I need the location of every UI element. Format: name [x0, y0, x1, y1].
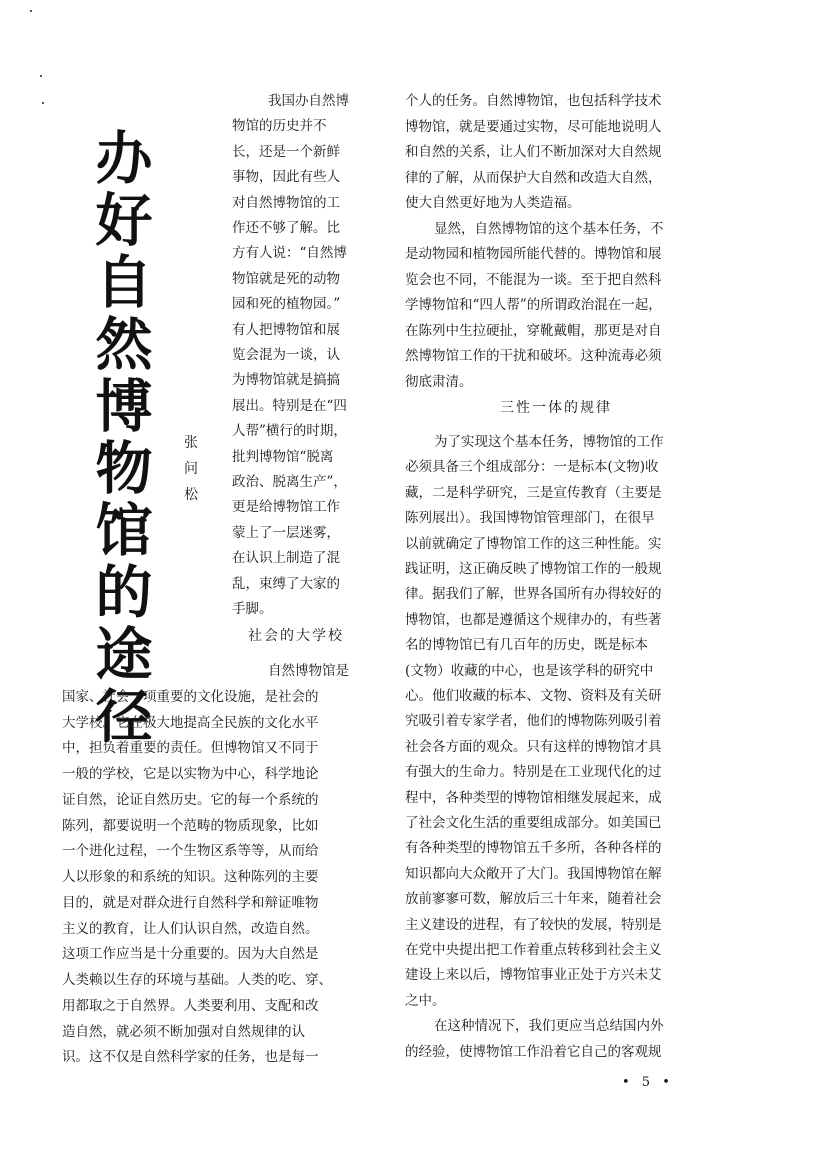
- text-line: 自然博物馆是: [268, 663, 349, 679]
- text-line: 究吸引着专家学者，他们的博物陈列吸引着: [405, 713, 662, 730]
- text-line: 长，还是一个新鲜: [232, 143, 340, 160]
- text-line: 和自然的关系，让人们不断加深对大自然规: [405, 144, 662, 160]
- text-line: 学博物馆和“四人帮”的所谓政治混在一起，: [405, 297, 662, 313]
- text-line: 更是给博物馆工作: [232, 499, 340, 516]
- title-char: 自: [95, 250, 153, 316]
- title-char: 办: [95, 126, 153, 192]
- text-line: 了社会文化生活的重要组成部分。如美国已: [405, 815, 662, 831]
- text-line: 物馆就是死的动物: [232, 270, 340, 287]
- text-line: 为了实现这个基本任务，博物馆的工作: [434, 434, 664, 450]
- text-line: 程中，各种类型的博物馆相继发展起来，成: [405, 789, 662, 806]
- title-char: 径: [95, 684, 153, 750]
- title-char: 物: [95, 436, 153, 502]
- text-line: 对自然博物馆的工: [232, 194, 340, 211]
- text-line: 博物馆，也都是遵循这个规律办的，有些著: [405, 611, 662, 628]
- text-line: 为博物馆就是搞搞: [232, 372, 340, 389]
- text-line: 然博物馆工作的干扰和破坏。这种流毒必须: [405, 348, 662, 364]
- text-line: 在认识上制造了混: [232, 550, 340, 567]
- text-line: 人帮”横行的时期，: [232, 423, 347, 440]
- text-line: 有各种类型的博物馆五千多所，各种各样的: [405, 840, 662, 857]
- text-line: 必须具备三个组成部分：一是标本(文物)收: [405, 459, 659, 476]
- text-line: 放前寥寥可数，解放后三十年来，随着社会: [405, 891, 662, 908]
- text-line: 有强大的生命力。特别是在工业现代化的过: [405, 764, 662, 781]
- text-line: 大学校。它在极大地提高全民族的文化水平: [62, 714, 319, 731]
- text-line: 展出。特别是在“四: [232, 397, 347, 414]
- text-line: 个人的任务。自然博物馆，也包括科学技术: [405, 93, 662, 109]
- text-line: 践证明，这正确反映了博物馆工作的一般规: [405, 561, 662, 577]
- text-line: 目的，就是对群众进行自然科学和辩证唯物: [62, 894, 319, 911]
- text-line: 蒙上了一层迷雾，: [232, 524, 340, 541]
- section-heading-social-university: 社会的大学校: [248, 628, 344, 644]
- text-line: 乱，束缚了大家的: [232, 575, 340, 592]
- author-char: 问: [184, 461, 198, 477]
- text-line: 陈列展出）。我国博物馆管理部门，在很早: [405, 510, 655, 527]
- text-line: 名的博物馆已有几百年的历史，既是标本: [405, 637, 648, 654]
- margin-dot: [40, 75, 42, 77]
- text-line: 我国办自然博: [268, 93, 349, 109]
- text-line: 有人把博物馆和展: [232, 321, 340, 338]
- text-line: 物馆的历史并不: [232, 118, 327, 135]
- text-line: 人以形象的和系统的知识。这种陈列的主要: [62, 869, 319, 885]
- text-line: 方有人说：“自然博: [232, 245, 347, 262]
- author-name: [183, 430, 199, 508]
- title-char: 然: [95, 312, 153, 378]
- text-line: 事物，因此有些人: [232, 169, 340, 186]
- title-char: 博: [95, 374, 153, 440]
- text-line: 造自然，就必须不断加强对自然规律的认: [62, 1023, 305, 1040]
- text-line: 这项工作应当是十分重要的。因为大自然是: [62, 946, 319, 963]
- text-line: 一般的学校，它是以实物为中心，科学地论: [62, 766, 319, 782]
- text-line: 用都取之于自然界。人类要利用、支配和改: [62, 997, 319, 1014]
- text-line: 识。这不仅是自然科学家的任务，也是每一: [62, 1049, 319, 1066]
- text-line: 园和死的植物园。”: [232, 296, 341, 313]
- text-line: 社会各方面的观众。只有这样的博物馆才具: [405, 738, 662, 755]
- author-char: 张: [184, 435, 198, 451]
- text-line: 主义的教育，让人们认识自然，改造自然。: [62, 920, 319, 937]
- section-heading-three-in-one: 三性一体的规律: [500, 400, 612, 416]
- text-line: 证自然，论证自然历史。它的每一个系统的: [62, 791, 319, 808]
- text-line: 主义建设的进程，有了较快的发展，特别是: [405, 916, 662, 933]
- text-line: 博物馆，就是要通过实物，尽可能地说明人: [405, 118, 662, 135]
- text-line: 陈列，都要说明一个范畴的物质现象，比如: [62, 817, 319, 834]
- text-line: 知识都向大众敞开了大门。我国博物馆在解: [405, 865, 662, 882]
- title-char: 途: [95, 622, 153, 688]
- text-line: 人类赖以生存的环境与基础。人类的吃、穿、: [62, 972, 332, 988]
- text-line: 览会混为一谈，认: [232, 347, 340, 363]
- text-line: 手脚。: [232, 601, 273, 617]
- text-line: 显然，自然博物馆的这个基本任务，不: [434, 220, 664, 237]
- text-line: 一个进化过程，一个生物区系等等，从而给: [62, 843, 319, 860]
- author-char: 松: [184, 487, 198, 503]
- text-line: 律。据我们了解，世界各国所有办得较好的: [405, 586, 662, 603]
- text-line: 国家、社会一项重要的文化设施，是社会的: [62, 688, 319, 705]
- text-line: 中，担负着重要的责任。但博物馆又不同于: [62, 740, 319, 757]
- text-line: 之中。: [405, 992, 446, 1009]
- text-line: 的经验，使博物馆工作沿着它自己的客观规: [405, 1043, 662, 1060]
- title-char: 好: [95, 188, 153, 254]
- text-line: 彻底肃清。: [405, 373, 473, 390]
- margin-dot: [42, 102, 44, 104]
- margin-dot: [30, 10, 32, 12]
- text-line: 以前就确定了博物馆工作的这三种性能。实: [405, 535, 662, 552]
- text-line: 是动物园和植物园所能代替的。博物馆和展: [405, 246, 662, 262]
- text-line: 在陈列中生拉硬扯，穿靴戴帽，那更是对自: [405, 322, 662, 339]
- page-number: • 5 •: [622, 1075, 674, 1090]
- text-line: 建设上来以后，博物馆事业正处于方兴未艾: [405, 967, 662, 984]
- title-char: 的: [95, 560, 153, 626]
- text-line: 在党中央提出把工作着重点转移到社会主义: [405, 942, 662, 958]
- title-char: 馆: [95, 498, 153, 564]
- text-line: 批判博物馆“脱离: [232, 448, 334, 465]
- text-line: 览会也不同，不能混为一谈。至于把自然科: [405, 271, 662, 288]
- text-line: 使大自然更好地为人类造福。: [405, 195, 581, 211]
- text-line: 藏，二是科学研究，三是宣传教育（主要是: [405, 484, 662, 501]
- text-line: 律的了解，从而保护大自然和改造大自然，: [405, 169, 662, 186]
- text-line: 在这种情况下，我们更应当总结国内外: [434, 1018, 664, 1035]
- text-line: 心。他们收藏的标本、文物、资料及有关研: [405, 688, 662, 704]
- text-line: 政治、脱离生产”，: [232, 474, 347, 490]
- article-title: [88, 128, 160, 748]
- text-line: (文物）收藏的中心，也是该学科的研究中: [405, 662, 654, 679]
- text-line: 作还不够了解。比: [232, 220, 340, 236]
